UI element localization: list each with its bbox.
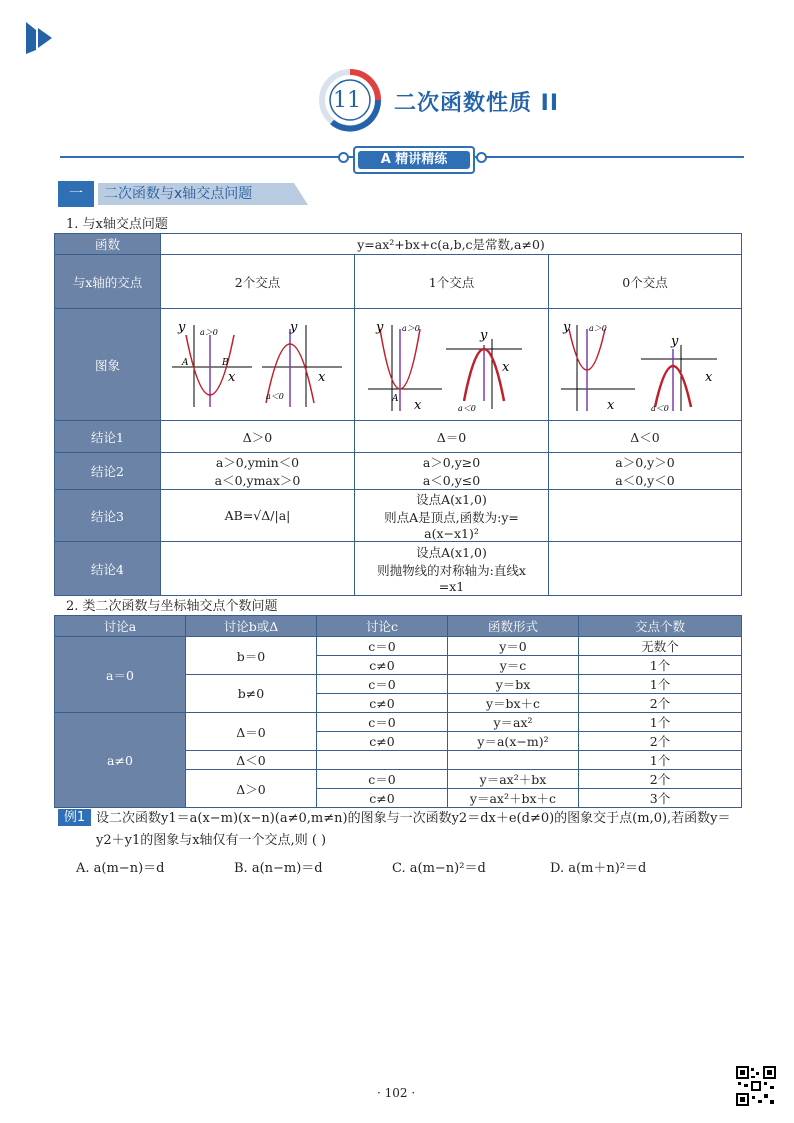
c4-one xyxy=(355,542,549,596)
example-tag: 例1 xyxy=(58,809,91,826)
section-pill xyxy=(353,146,475,174)
c4-one-line3: =x1 xyxy=(438,579,465,594)
heading-2: 2. 类二次函数与坐标轴交点个数问题 xyxy=(66,599,278,614)
table-row-c: c＝0 xyxy=(317,637,448,656)
a-neg-label-2: a＜0 xyxy=(457,403,476,413)
intersection-table xyxy=(54,233,742,596)
c2-two-line1: a＞0,ymin＜0 xyxy=(215,455,300,470)
c2-two-line2: a＜0,ymax＞0 xyxy=(214,473,301,488)
row-label-graph: 图象 xyxy=(55,309,161,421)
table-row-form: y＝ax² xyxy=(448,713,579,732)
point-b-label: B xyxy=(221,357,229,368)
choice-d[interactable]: D. a(m＋n)²＝d xyxy=(550,861,647,876)
publisher-logo xyxy=(22,20,54,56)
a-pos-label-2: a＞0 xyxy=(401,323,420,333)
table-row-c: c＝0 xyxy=(317,675,448,694)
table-row-c: c≠0 xyxy=(317,789,448,808)
choice-b[interactable]: B. a(n−m)＝d xyxy=(234,861,323,876)
a-neg-label: a＜0 xyxy=(265,391,284,401)
c3-one-line2: 则点A是顶点,函数为:y= xyxy=(384,510,519,525)
y-label-4: y xyxy=(479,327,487,343)
table-row-b: Δ＝0 xyxy=(186,713,317,751)
y-label-5: y xyxy=(563,319,571,335)
x-label-2: x xyxy=(317,369,325,385)
y-label: y xyxy=(177,319,185,335)
c2-one xyxy=(355,453,549,490)
c2-one-line1: a＞0,y≥0 xyxy=(422,455,481,470)
x-label: x xyxy=(227,369,235,385)
header-count: 交点个数 xyxy=(579,616,742,637)
divider-dot-left xyxy=(338,152,349,163)
c1-one: Δ＝0 xyxy=(355,421,549,453)
table-row-form: y＝ax²＋bx＋c xyxy=(448,789,579,808)
graph-one-point xyxy=(355,309,549,421)
section-label: A 精讲精练 xyxy=(358,151,470,169)
header-form: 函数形式 xyxy=(448,616,579,637)
table-row-form: y＝0 xyxy=(448,637,579,656)
topic-title: 二次函数与x轴交点问题 xyxy=(98,183,294,205)
table-row-c: c＝0 xyxy=(317,713,448,732)
y-label-2: y xyxy=(289,319,297,335)
table-row-form xyxy=(448,751,579,770)
c3-one-line3: a(x−x1)² xyxy=(424,526,479,541)
c1-zero: Δ＜0 xyxy=(549,421,742,453)
row-label-function: 函数 xyxy=(55,234,161,255)
c4-one-line1: 设点A(x1,0) xyxy=(416,545,487,560)
example-choices xyxy=(76,857,736,876)
graph-zero-intersections xyxy=(555,315,735,415)
table-row-b: Δ＞0 xyxy=(186,770,317,808)
c3-two: AB=√Δ/|a| xyxy=(161,490,355,542)
y-label-6: y xyxy=(671,333,679,349)
table-row-count: 无数个 xyxy=(579,637,742,656)
table-row-count: 1个 xyxy=(579,713,742,732)
table-row-form: y＝bx＋c xyxy=(448,694,579,713)
graph-one-intersection xyxy=(362,315,542,415)
c2-one-line2: a＜0,y≤0 xyxy=(422,473,481,488)
table-row-c: c≠0 xyxy=(317,656,448,675)
table-row-b: b＝0 xyxy=(186,637,317,675)
point-a-label-2: A xyxy=(391,393,398,404)
c4-two xyxy=(161,542,355,596)
table-row-form: y＝ax²＋bx xyxy=(448,770,579,789)
table-row-count: 2个 xyxy=(579,732,742,751)
x-label-5: x xyxy=(607,397,615,413)
table-row-c: c＝0 xyxy=(317,770,448,789)
row-label-c3: 结论3 xyxy=(55,490,161,542)
c2-zero-line1: a＞0,y＞0 xyxy=(615,455,675,470)
a-pos-label-3: a＞0 xyxy=(589,323,607,333)
header-a: 讨论a xyxy=(55,616,186,637)
table-row-count: 2个 xyxy=(579,694,742,713)
row-label-c1: 结论1 xyxy=(55,421,161,453)
points-one: 1个交点 xyxy=(355,255,549,309)
chapter-title: 二次函数性质 II xyxy=(394,91,560,116)
point-a-label: A xyxy=(181,357,188,368)
c3-one xyxy=(355,490,549,542)
table-row-b: Δ＜0 xyxy=(186,751,317,770)
c2-zero-line2: a＜0,y＜0 xyxy=(615,473,675,488)
function-formula: y=ax²+bx+c(a,b,c是常数,a≠0) xyxy=(161,234,742,255)
c2-two xyxy=(161,453,355,490)
table-row-form: y＝a(x−m)² xyxy=(448,732,579,751)
graph-zero-points xyxy=(549,309,742,421)
a-nonzero-cell: a≠0 xyxy=(55,713,186,808)
header-c: 讨论c xyxy=(317,616,448,637)
graph-two-intersections xyxy=(168,315,348,415)
points-zero: 0个交点 xyxy=(549,255,742,309)
table-row-count: 2个 xyxy=(579,770,742,789)
a-zero-cell: a＝0 xyxy=(55,637,186,713)
graph-two-points xyxy=(161,309,355,421)
x-label-4: x xyxy=(501,359,509,375)
row-label-c2: 结论2 xyxy=(55,453,161,490)
table-row-count: 1个 xyxy=(579,675,742,694)
table-row-form: y＝c xyxy=(448,656,579,675)
table-row-count: 1个 xyxy=(579,656,742,675)
x-label-3: x xyxy=(413,397,421,413)
qr-code-icon xyxy=(736,1066,776,1106)
c4-zero xyxy=(549,542,742,596)
c2-zero xyxy=(549,453,742,490)
choice-c[interactable]: C. a(m−n)²＝d xyxy=(392,861,486,876)
topic-number: 一 xyxy=(58,181,94,207)
example-question: 设二次函数y1＝a(x−m)(x−n)(a≠0,m≠n)的图象与一次函数y2＝dx＋e(d≠0)的图象交于点(m,0),若函数y＝y2＋y1的图象与x轴仅有一个交点,则 ( ) xyxy=(96,811,731,848)
divider-dot-right xyxy=(476,152,487,163)
table-row-form: y＝bx xyxy=(448,675,579,694)
row-label-points: 与x轴的交点 xyxy=(55,255,161,309)
y-label-3: y xyxy=(375,319,383,335)
a-pos-label: a＞0 xyxy=(199,327,218,337)
c3-zero xyxy=(549,490,742,542)
c3-one-line1: 设点A(x1,0) xyxy=(416,492,487,507)
row-label-c4: 结论4 xyxy=(55,542,161,596)
page-number: · 102 · xyxy=(377,1086,416,1100)
x-label-6: x xyxy=(705,369,713,385)
type-count-table xyxy=(54,615,742,808)
table-row-c: c≠0 xyxy=(317,694,448,713)
table-row-c: c≠0 xyxy=(317,732,448,751)
table-row-c xyxy=(317,751,448,770)
choice-a[interactable]: A. a(m−n)＝d xyxy=(76,861,165,876)
table-row-count: 1个 xyxy=(579,751,742,770)
header-b: 讨论b或Δ xyxy=(186,616,317,637)
table-row-b: b≠0 xyxy=(186,675,317,713)
c4-one-line2: 则抛物线的对称轴为:直线x xyxy=(377,563,526,578)
chapter-number: 11 xyxy=(333,88,361,113)
c1-two: Δ＞0 xyxy=(161,421,355,453)
a-neg-label-3: a＜0 xyxy=(651,403,669,413)
tag-arrow-icon xyxy=(294,183,308,205)
heading-1: 1. 与x轴交点问题 xyxy=(66,217,168,232)
table-row-count: 3个 xyxy=(579,789,742,808)
topic-tag xyxy=(58,181,308,207)
points-two: 2个交点 xyxy=(161,255,355,309)
